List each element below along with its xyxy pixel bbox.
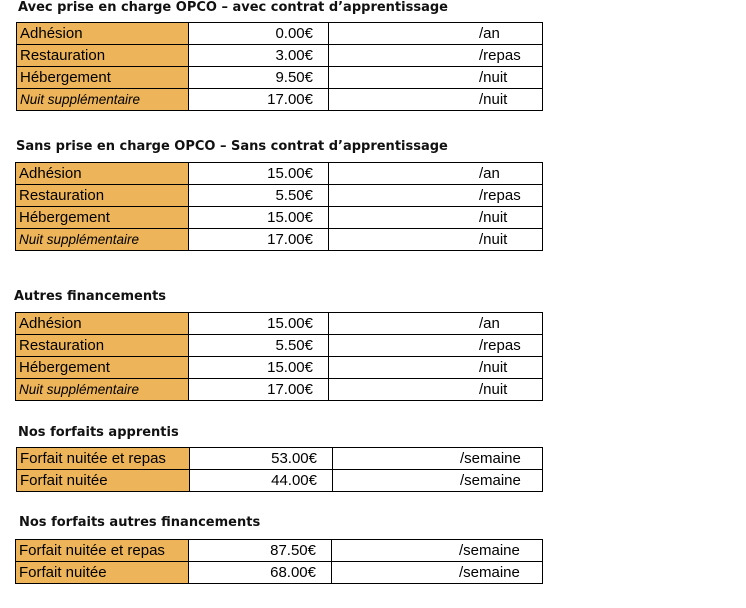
row-label: Restauration (17, 45, 189, 67)
table-row (16, 562, 543, 584)
row-value: 17.00€ (189, 89, 329, 111)
row-value: 3.00€ (189, 45, 329, 67)
row-unit: /semaine (332, 540, 543, 562)
section-heading-sans-opco: Sans prise en charge OPCO – Sans contrat d’apprentissage (16, 139, 448, 154)
row-value: 17.00€ (189, 379, 329, 401)
rates-table-forfaits-autres (15, 539, 543, 584)
row-unit: /semaine (332, 562, 543, 584)
row-value: 87.50€ (189, 540, 332, 562)
table-row (16, 379, 543, 401)
row-value: 15.00€ (189, 163, 329, 185)
row-value: 15.00€ (189, 357, 329, 379)
table-row (16, 335, 543, 357)
row-label: Forfait nuitée (17, 470, 190, 492)
row-label: Nuit supplémentaire (16, 229, 189, 251)
table-row (17, 448, 543, 470)
row-label: Adhésion (16, 313, 189, 335)
row-label: Adhésion (16, 163, 189, 185)
row-unit: /nuit (329, 89, 543, 111)
row-value: 44.00€ (190, 470, 333, 492)
table-row (17, 89, 543, 111)
row-value: 17.00€ (189, 229, 329, 251)
row-label: Nuit supplémentaire (17, 89, 189, 111)
table-row (16, 540, 543, 562)
row-unit: /nuit (329, 67, 543, 89)
row-label: Restauration (16, 185, 189, 207)
row-unit: /nuit (329, 207, 543, 229)
table-row (16, 313, 543, 335)
row-unit: /nuit (329, 357, 543, 379)
row-unit: /an (329, 313, 543, 335)
row-value: 68.00€ (189, 562, 332, 584)
row-value: 15.00€ (189, 207, 329, 229)
row-label: Forfait nuitée et repas (17, 448, 190, 470)
table-row (17, 470, 543, 492)
row-label: Hébergement (16, 357, 189, 379)
rates-table-opco-apprentissage (16, 22, 543, 111)
rates-table-sans-opco (15, 162, 543, 251)
row-value: 9.50€ (189, 67, 329, 89)
row-label: Forfait nuitée et repas (16, 540, 189, 562)
section-heading-autres-financements: Autres financements (14, 289, 167, 304)
row-value: 53.00€ (190, 448, 333, 470)
row-unit: /repas (329, 185, 543, 207)
row-label: Restauration (16, 335, 189, 357)
row-label: Hébergement (17, 67, 189, 89)
rates-table-autres-financements (15, 312, 543, 401)
table-row (16, 163, 543, 185)
row-label: Forfait nuitée (16, 562, 189, 584)
row-value: 5.50€ (189, 185, 329, 207)
row-unit: /an (329, 163, 543, 185)
table-row (16, 185, 543, 207)
row-label: Hébergement (16, 207, 189, 229)
row-unit: /nuit (329, 229, 543, 251)
table-row (16, 229, 543, 251)
table-row (17, 23, 543, 45)
row-value: 0.00€ (189, 23, 329, 45)
table-row (16, 207, 543, 229)
section-heading-forfaits-apprentis: Nos forfaits apprentis (18, 425, 179, 440)
rates-table-forfaits-apprentis (16, 447, 543, 492)
row-unit: /semaine (333, 448, 543, 470)
row-unit: /semaine (333, 470, 543, 492)
row-unit: /nuit (329, 379, 543, 401)
row-unit: /repas (329, 335, 543, 357)
row-unit: /repas (329, 45, 543, 67)
row-label: Nuit supplémentaire (16, 379, 189, 401)
row-label: Adhésion (17, 23, 189, 45)
table-row (17, 67, 543, 89)
section-heading-opco-apprentissage: Avec prise en charge OPCO – avec contrat d’apprentissage (18, 0, 448, 15)
row-unit: /an (329, 23, 543, 45)
row-value: 5.50€ (189, 335, 329, 357)
table-row (16, 357, 543, 379)
section-heading-forfaits-autres: Nos forfaits autres financements (19, 515, 261, 530)
row-value: 15.00€ (189, 313, 329, 335)
table-row (17, 45, 543, 67)
